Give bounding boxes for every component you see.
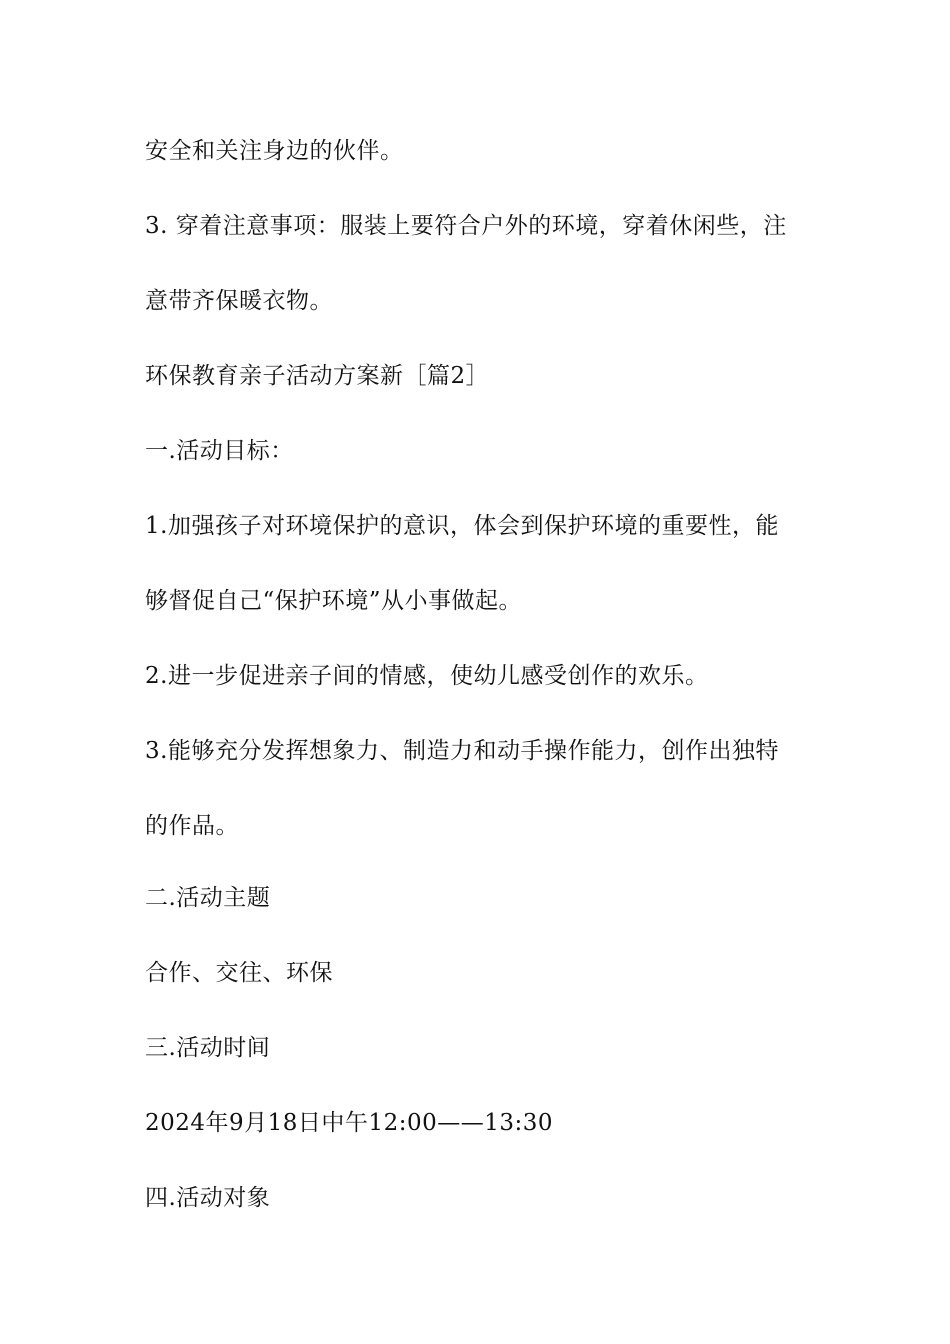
list-item-line: 3.能够充分发挥想象力、制造力和动手操作能力，创作出独特	[145, 738, 779, 764]
list-item-line: 够督促自己“保护环境”从小事做起。	[145, 588, 523, 614]
subsection-heading: 四.活动对象	[145, 1185, 271, 1211]
paragraph-line: 合作、交往、环保	[145, 960, 333, 986]
list-item-line: 1.加强孩子对环境保护的意识，体会到保护环境的重要性，能	[145, 513, 779, 539]
subsection-heading: 三.活动时间	[145, 1035, 271, 1061]
paragraph-line: 意带齐保暖衣物。	[145, 288, 333, 314]
subsection-heading: 一.活动目标：	[145, 438, 294, 464]
subsection-heading: 二.活动主题	[145, 885, 271, 911]
list-item-line: 的作品。	[145, 813, 239, 839]
paragraph-line: 安全和关注身边的伙伴。	[145, 138, 404, 164]
paragraph-line: 2024年9月18日中午12:00——13:30	[145, 1110, 553, 1136]
list-item-line: 2.进一步促进亲子间的情感，使幼儿感受创作的欢乐。	[145, 663, 709, 689]
paragraph-line: 3. 穿着注意事项：服装上要符合户外的环境，穿着休闲些，注	[145, 213, 787, 239]
section-heading: 环保教育亲子活动方案新［篇2］	[145, 363, 490, 389]
